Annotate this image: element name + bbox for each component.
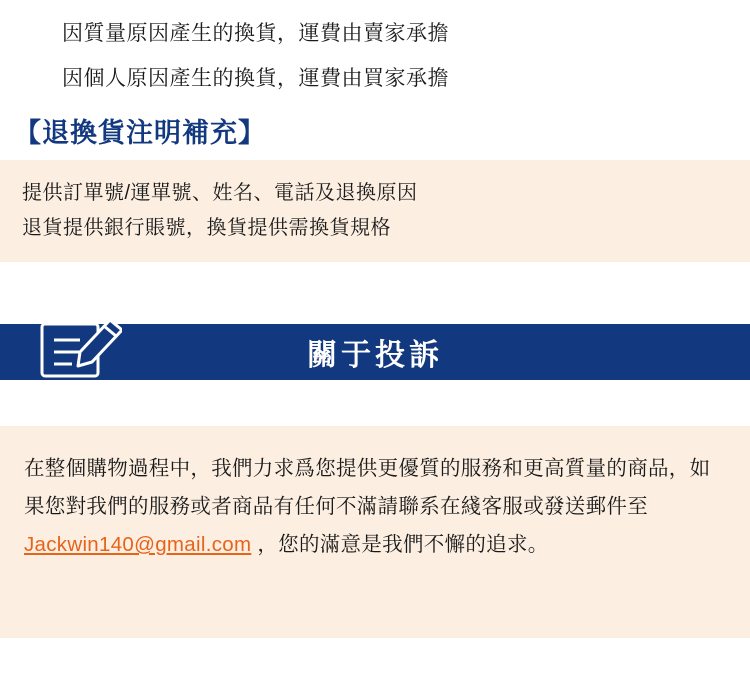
- banner-title: 關于投訴: [307, 339, 443, 373]
- policy-line-1: 因質量原因產生的換貨，運費由賣家承擔: [62, 22, 449, 45]
- note-line-2: 退貨提供銀行賬號，換貨提供需換貨規格: [22, 217, 391, 240]
- note-box: [0, 160, 750, 262]
- complaint-paragraph: [24, 450, 730, 564]
- support-email-link[interactable]: Jackwin140@gmail.com: [24, 532, 252, 556]
- complaint-banner: [0, 310, 750, 384]
- pencil-edit-icon: [36, 310, 122, 384]
- return-policy-lines: [0, 0, 750, 95]
- policy-line-2: 因個人原因產生的換貨，運費由買家承擔: [62, 66, 449, 90]
- note-line-1: 提供訂單號/運單號、姓名、電話及退換原因: [22, 182, 418, 205]
- complaint-text-before: 在整個購物過程中，我們力求爲您提供更優質的服務和更高質量的商品，如果您對我們的服務或者商品有任何不滿請聯系在綫客服或發送郵件至: [24, 457, 711, 519]
- complaint-text-after: ，您的滿意是我們不懈的追求。: [251, 532, 549, 556]
- note-section-heading: 【退換貨注明補充】: [14, 118, 266, 149]
- complaint-box: [0, 426, 750, 638]
